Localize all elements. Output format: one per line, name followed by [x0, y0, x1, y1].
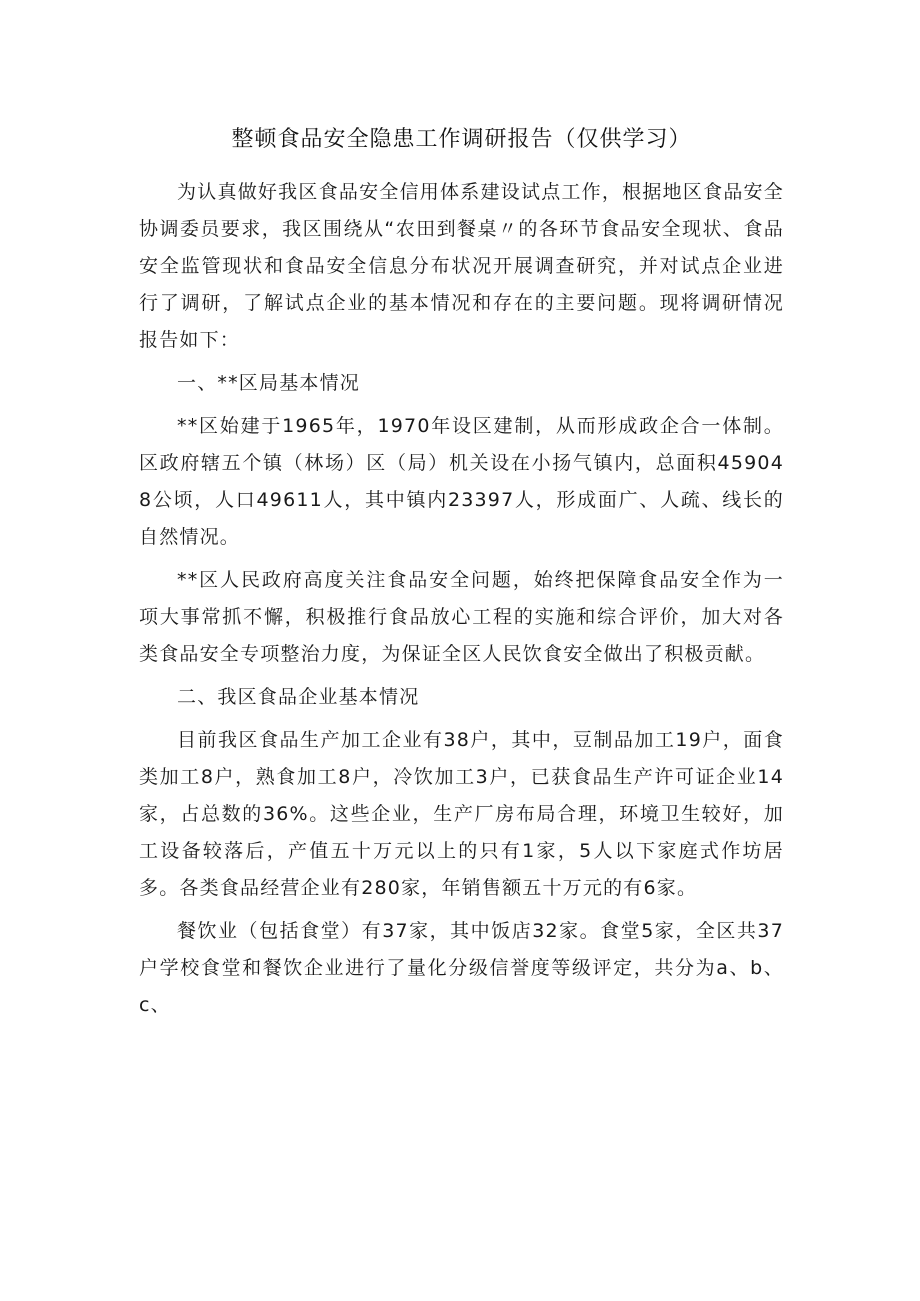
- district-history-paragraph: **区始建于1965年，1970年设区建制，从而形成政企合一体制。区政府辖五个镇（林场）区（局）机关设在小扬气镇内，总面积459048公顷，人口49611人，其中镇内23397人，形成面广、人疏、线长的自然情况。: [139, 415, 784, 548]
- enterprise-statistics-paragraph: 目前我区食品生产加工企业有38户，其中，豆制品加工19户，面食类加工8户，熟食加工8户，冷饮加工3户，已获食品生产许可证企业14家，占总数的36%。这些企业，生产厂房布局合理，环境卫生较好，加工设备较落后，产值五十万元以上的只有1家，5人以下家庭式作坊居多。各类食品经营企业有280家，年销售额五十万元的有6家。: [139, 729, 784, 899]
- catering-paragraph: 餐饮业（包括食堂）有37家，其中饭店32家。食堂5家，全区共37户学校食堂和餐饮企业进行了量化分级信誉度等级评定，共分为a、b、c、: [139, 920, 784, 1016]
- intro-paragraph: 为认真做好我区食品安全信用体系建设试点工作，根据地区食品安全协调委员要求，我区围绕从“农田到餐桌〃的各环节食品安全现状、食品安全监管现状和食品安全信息分布状况开展调查研究，并对试点企业进行了调研，了解试点企业的基本情况和存在的主要问题。现将调研情况报告如下：: [139, 181, 784, 351]
- document-body: [139, 120, 784, 1030]
- section-heading-food-enterprises: 二、我区食品企业基本情况: [177, 686, 420, 708]
- section-heading-district-overview: 一、**区局基本情况: [177, 372, 361, 394]
- government-focus-paragraph: **区人民政府高度关注食品安全问题，始终把保障食品安全作为一项大事常抓不懈，积极推行食品放心工程的实施和综合评价，加大对各类食品安全专项整治力度，为保证全区人民饮食安全做出了积极贡献。: [139, 569, 784, 665]
- document-title: 整顿食品安全隐患工作调研报告（仅供学习）: [231, 127, 692, 152]
